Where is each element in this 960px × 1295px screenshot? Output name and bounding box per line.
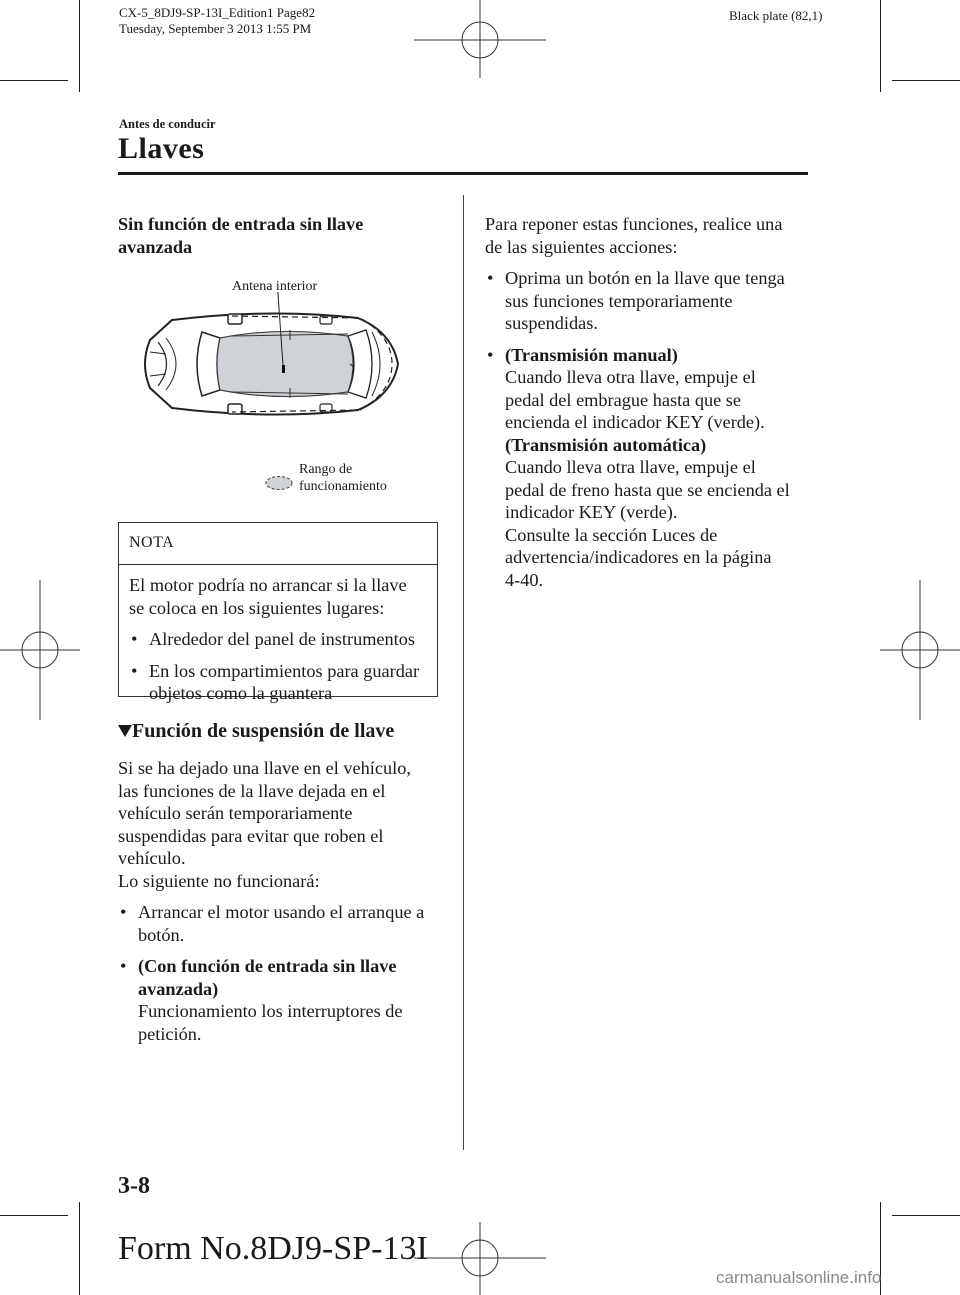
list-item <box>485 344 815 592</box>
note-bullet-text: • En los compartimientos para guardar <box>149 660 420 681</box>
list-item-text: Cuando lleva otra llave, empuje el <box>505 457 756 477</box>
antenna-label: Antena interior <box>232 279 318 294</box>
list-item-text: sus funciones temporariamente <box>505 290 733 311</box>
note-body <box>129 574 434 705</box>
print-file-line: CX-5_8DJ9-SP-13I_Edition1 Page82 <box>119 5 316 20</box>
watermark: carmanualsonline.info <box>716 1268 882 1287</box>
list-item-text: advertencia/indicadores en la página <box>505 547 772 567</box>
list-item <box>118 901 448 946</box>
list-item-text: pedal de freno hasta que se encienda el <box>505 479 790 500</box>
plate-label: Black plate (82,1) <box>729 8 823 23</box>
list-item-text: • Oprima un botón en la llave que tenga <box>505 268 785 288</box>
list-item <box>118 955 448 1045</box>
list-item-text: pedal del embrague hasta que se <box>505 389 742 410</box>
subsection-heading <box>118 720 394 743</box>
figure-heading-line: avanzada <box>118 236 193 257</box>
print-date-line: Tuesday, September 3 2013 1:55 PM <box>119 21 312 36</box>
paragraph-line: Para reponer estas funciones, realice una <box>485 214 783 234</box>
list-item-heading: avanzada) <box>138 978 219 999</box>
note-title: NOTA <box>129 534 175 551</box>
paragraph-line: de las siguientes acciones: <box>485 236 678 257</box>
list-item-text: encienda el indicador KEY (verde). <box>505 412 765 432</box>
note-bullet-text: objetos como la guantera <box>149 683 333 703</box>
paragraph-line: Lo siguiente no funcionará: <box>118 870 320 891</box>
print-header <box>119 5 315 37</box>
paragraph-line: Si se ha dejado una llave en el vehículo, <box>118 758 411 778</box>
list-item-text: petición. <box>138 1023 202 1044</box>
paragraph-line: vehículo. <box>118 848 186 868</box>
note-text: El motor podría no arrancar si la llave <box>129 575 407 595</box>
note-box <box>118 522 438 703</box>
range-label-line: Rango de <box>299 462 353 477</box>
subsection-heading-text: Función de suspensión de llave <box>132 720 395 742</box>
note-text: se coloca en los siguientes lugares: <box>129 597 385 618</box>
list-item-text: Cuando lleva otra llave, empuje el <box>505 367 756 387</box>
registration-mark-bottom <box>414 1222 546 1295</box>
list-item-text: • Arrancar el motor usando el arranque a <box>138 902 425 922</box>
list-item-heading: (Transmisión automática) <box>505 434 707 455</box>
note-bullet <box>129 628 434 651</box>
list-item-text: Funcionamiento los interruptores de <box>138 1001 403 1021</box>
list-item-heading: • (Con función de entrada sin llave <box>138 956 397 976</box>
range-label <box>299 461 387 495</box>
suspension-description <box>118 757 448 1045</box>
list-item-text: suspendidas. <box>505 313 598 333</box>
list-item-heading: • (Transmisión manual) <box>505 344 678 365</box>
registration-mark-left <box>0 580 80 720</box>
note-bullet-text: Alrededor del panel de instrumentos <box>149 629 416 649</box>
page-number: 3-8 <box>118 1173 150 1199</box>
figure-heading <box>118 213 363 258</box>
note-bullet <box>129 660 434 705</box>
header-rule <box>118 172 808 175</box>
range-label-line: funcionamiento <box>299 479 387 494</box>
registration-mark-right <box>880 580 960 720</box>
paragraph-line: las funciones de la llave dejada en el <box>118 780 386 801</box>
section-title: Llaves <box>118 132 205 165</box>
section-subtitle: Antes de conducir <box>119 117 216 131</box>
list-item-text: botón. <box>138 924 185 945</box>
car-topview-illustration <box>120 292 420 437</box>
figure-heading-line: Sin función de entrada sin llave <box>118 214 364 234</box>
list-item-text: indicador KEY (verde). <box>505 502 678 522</box>
list-item-text: 4-40. <box>505 569 544 590</box>
form-number: Form No.8DJ9-SP-13I <box>118 1230 428 1267</box>
list-item <box>485 267 815 335</box>
paragraph-line: suspendidas para evitar que roben el <box>118 825 384 846</box>
triangle-down-icon <box>118 724 132 738</box>
range-legend-icon <box>264 474 294 492</box>
note-divider <box>119 564 437 565</box>
restore-instructions <box>485 213 815 591</box>
list-item-text: Consulte la sección Luces de <box>505 524 718 545</box>
paragraph-line: vehículo serán temporariamente <box>118 803 353 823</box>
registration-mark-top <box>414 0 546 80</box>
